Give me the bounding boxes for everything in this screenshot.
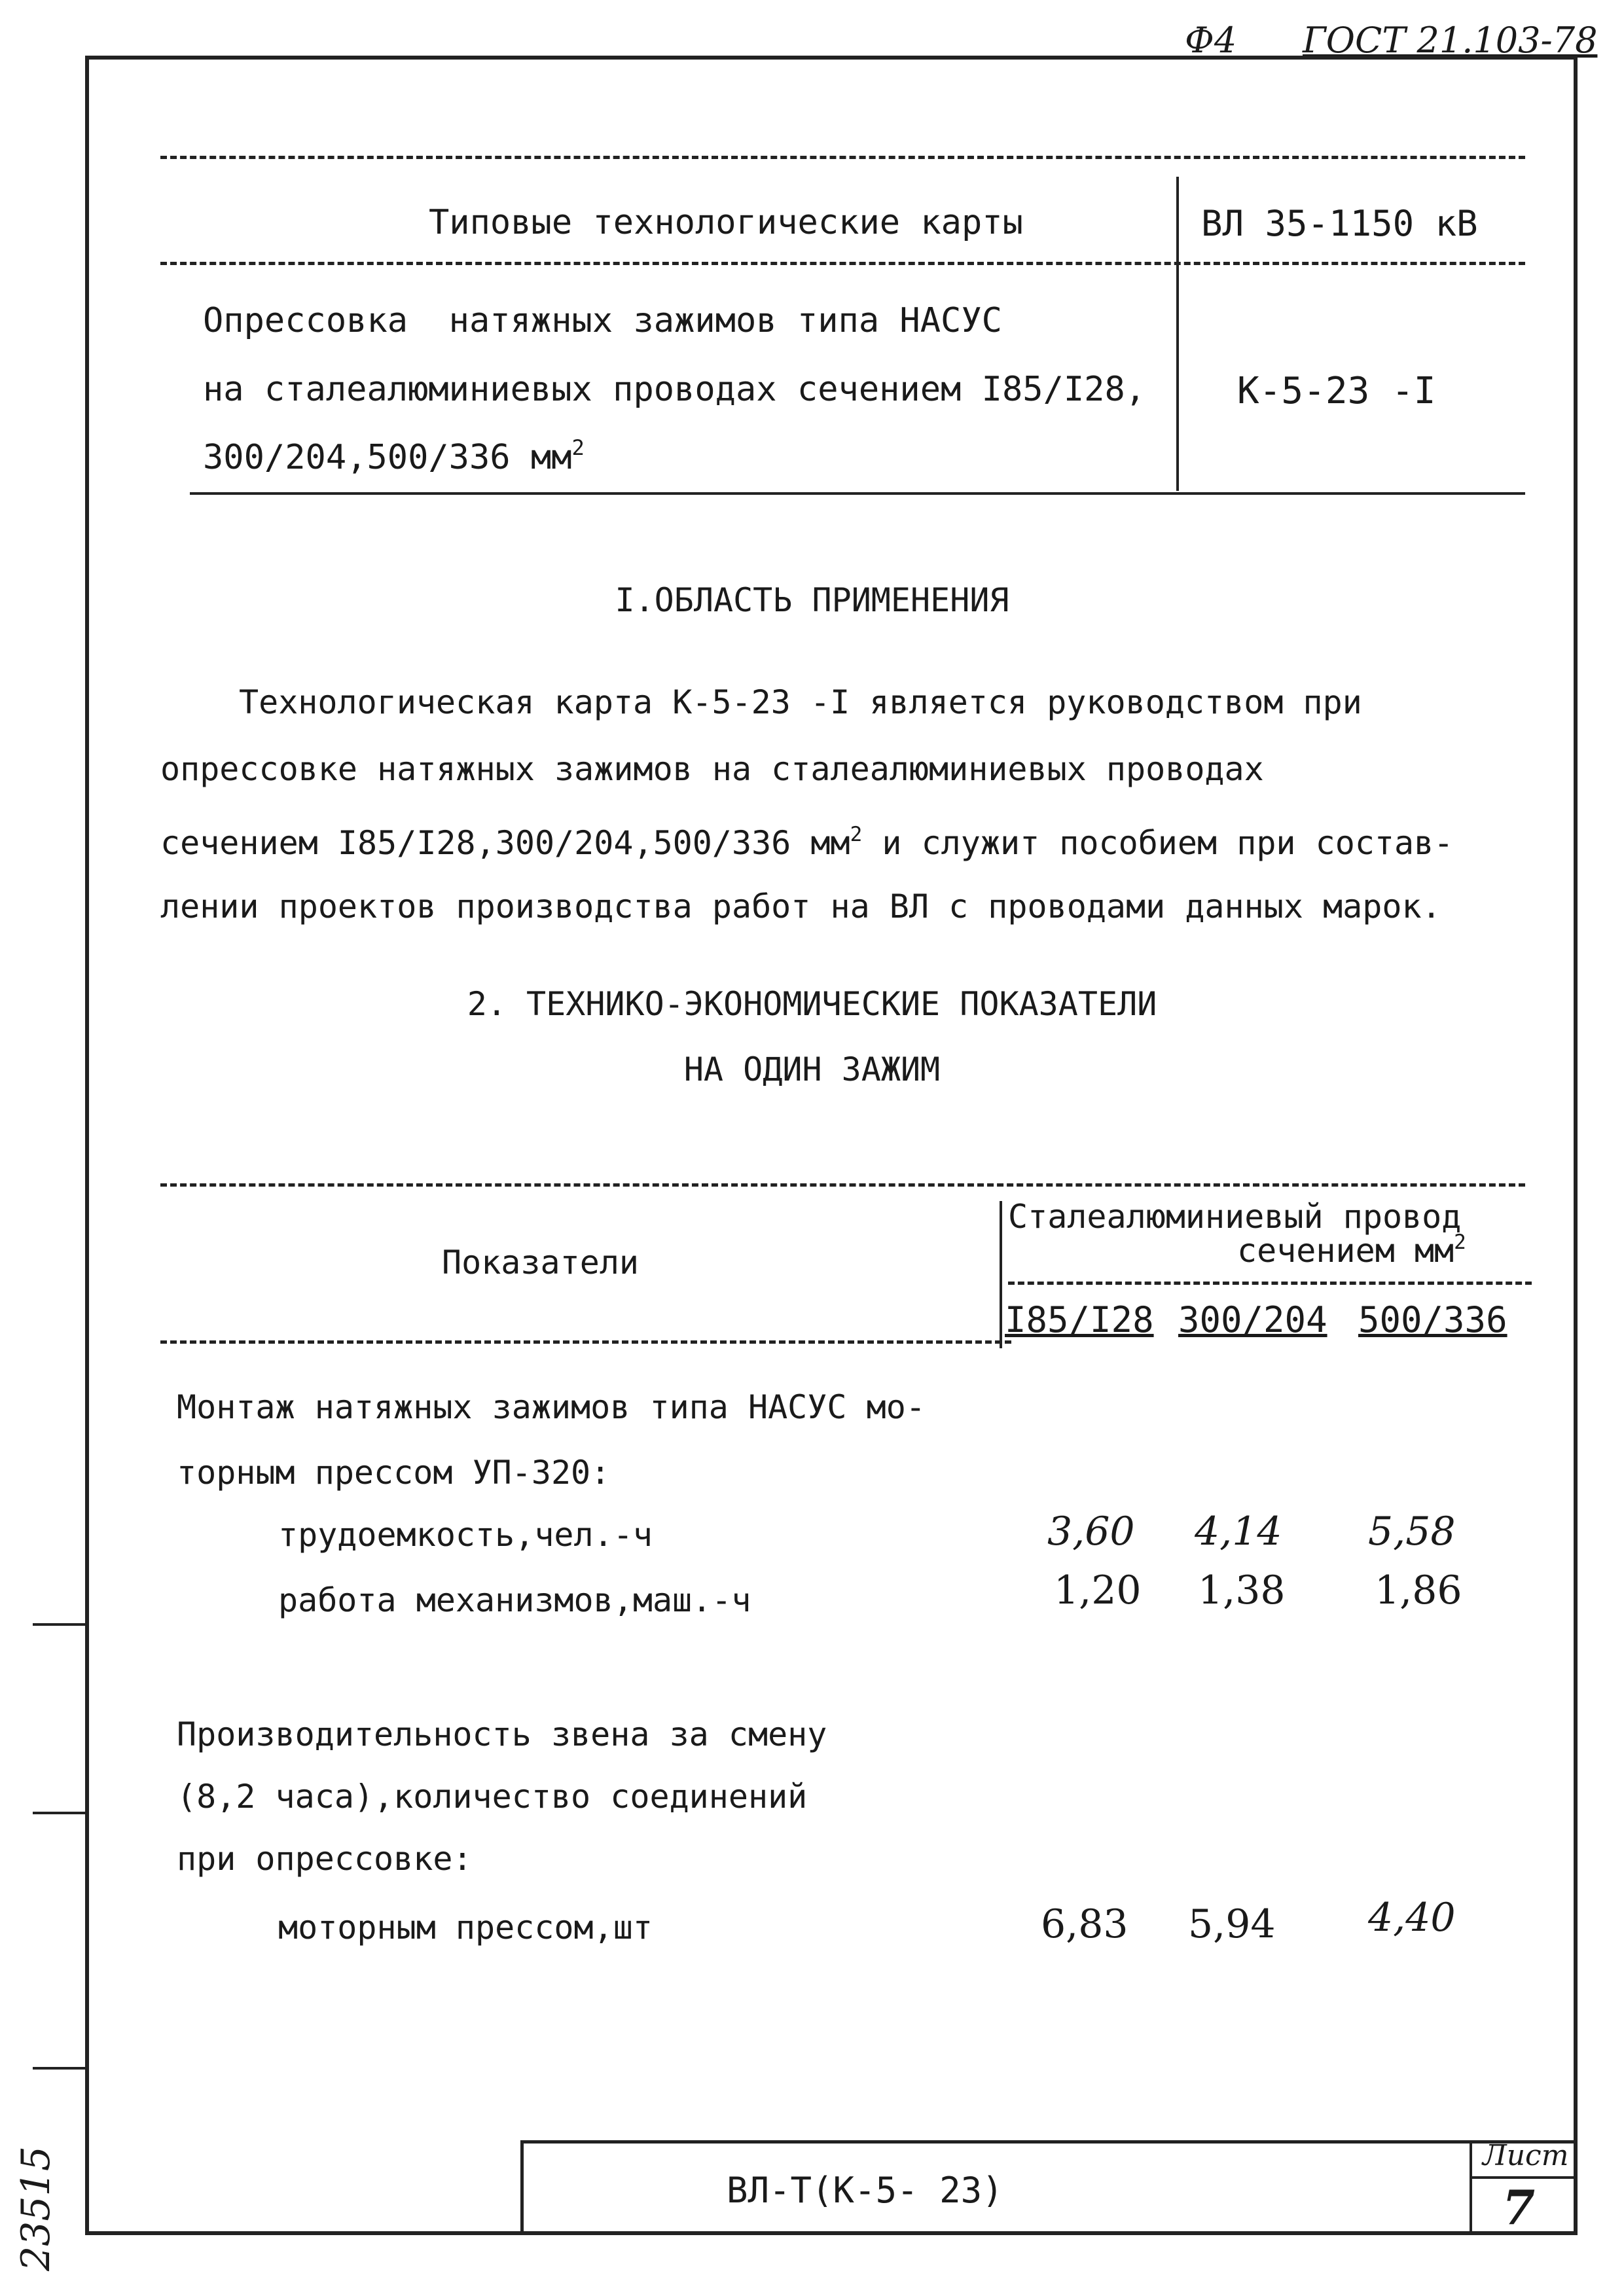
table-top-rule [160, 1183, 1525, 1187]
table-subheader-rule [1008, 1282, 1532, 1285]
header-subject-line3-text: 300/204,500/336 мм [203, 437, 572, 477]
table-header-bottom-rule [160, 1340, 1011, 1344]
section2-heading-line1: 2. ТЕХНИКО-ЭКОНОМИЧЕСКИЕ ПОКАЗАТЕЛИ [467, 985, 1157, 1023]
table-row2-line2: (8,2 часа),количество соединений [177, 1778, 808, 1816]
header-subject-line3-sup: 2 [571, 435, 585, 460]
labor-label: трудоемкость,чел.-ч [278, 1516, 653, 1554]
mechanism-value-3: 1,86 [1375, 1568, 1462, 1613]
header-column-divider [1176, 177, 1179, 491]
section1-heading: I.ОБЛАСТЬ ПРИМЕНЕНИЯ [615, 581, 1009, 619]
title-block-divider [1470, 2140, 1472, 2235]
section2-heading-line2: НА ОДИН ЗАЖИМ [683, 1050, 941, 1088]
press-value-3: 4,40 [1368, 1895, 1456, 1941]
header-top-rule [160, 156, 1525, 159]
header-mid-rule [160, 262, 1525, 265]
header-title: Типовые технологические карты [429, 203, 1023, 242]
section1-para-line3-sup: 2 [850, 823, 863, 846]
table-col-group-line2 [1237, 1230, 1466, 1270]
labor-value-2: 4,14 [1195, 1509, 1282, 1554]
table-col-group-line2-text: сечением мм [1237, 1232, 1454, 1270]
mechanism-label: работа механизмов,маш.-ч [278, 1581, 751, 1619]
margin-tick-1 [33, 1623, 85, 1626]
table-header-divider [1000, 1201, 1002, 1348]
standard-mark: ГОСТ 21.103-78 [1303, 20, 1598, 61]
press-value-2: 5,94 [1188, 1901, 1276, 1947]
table-row2-line1: Производительность звена за смену [177, 1715, 827, 1753]
mechanism-value-1: 1,20 [1054, 1568, 1142, 1613]
header-subject-line2: на сталеалюминиевых проводах сечением I85/I28, [203, 370, 1146, 409]
header-code: ВЛ 35-1150 кВ [1201, 203, 1478, 244]
margin-tick-3 [33, 2067, 85, 2070]
press-value-1: 6,83 [1041, 1901, 1128, 1947]
document-code: ВЛ-Т(К-5- 23) [727, 2170, 1003, 2211]
table-row2-line3: при опрессовке: [177, 1840, 473, 1878]
table-size-1: I85/I28 [1005, 1299, 1154, 1340]
table-col-group-line1: Сталеалюминиевый провод [1008, 1198, 1462, 1236]
table-col-indicators: Показатели [442, 1244, 640, 1282]
section1-para-line1: Технологическая карта К-5-23 -I является руководством при [239, 683, 1362, 721]
section1-para-line2: опрессовке натяжных зажимов на сталеалюминиевых проводах [160, 750, 1264, 788]
header-bottom-rule [190, 492, 1525, 495]
margin-tick-2 [33, 1812, 85, 1814]
table-row1-line2: торным прессом УП-320: [177, 1454, 611, 1492]
table-row1-line1: Монтаж натяжных зажимов типа НАСУС мо- [177, 1388, 926, 1426]
press-label: моторным прессом,шт [278, 1909, 653, 1946]
card-number: К-5-23 -I [1237, 370, 1436, 412]
labor-value-3: 5,58 [1368, 1509, 1456, 1554]
mechanism-value-2: 1,38 [1198, 1568, 1286, 1613]
table-size-3: 500/336 [1358, 1299, 1507, 1340]
header-subject-line1: Опрессовка натяжных зажимов типа НАСУС [203, 301, 1002, 340]
section1-para-line3b: и служит пособием при состав- [862, 824, 1454, 863]
sheet-number: 7 [1502, 2179, 1536, 2235]
labor-value-1: 3,60 [1047, 1509, 1135, 1554]
sheet-label-rule [1470, 2176, 1578, 2179]
header-subject-line3 [203, 435, 585, 477]
section1-para-line4: лении проектов производства работ на ВЛ с проводами данных марок. [160, 888, 1441, 925]
format-mark: Ф4 [1185, 20, 1237, 61]
inventory-number: 23515 [13, 2146, 59, 2271]
sheet-label: Лист [1483, 2139, 1569, 2172]
table-col-group-sup: 2 [1454, 1230, 1466, 1254]
section1-para-line3a: сечением I85/I28,300/204,500/336 мм [160, 824, 850, 863]
title-block [520, 2140, 1578, 2235]
section1-para-line3 [160, 823, 1454, 863]
table-size-2: 300/204 [1178, 1299, 1327, 1340]
